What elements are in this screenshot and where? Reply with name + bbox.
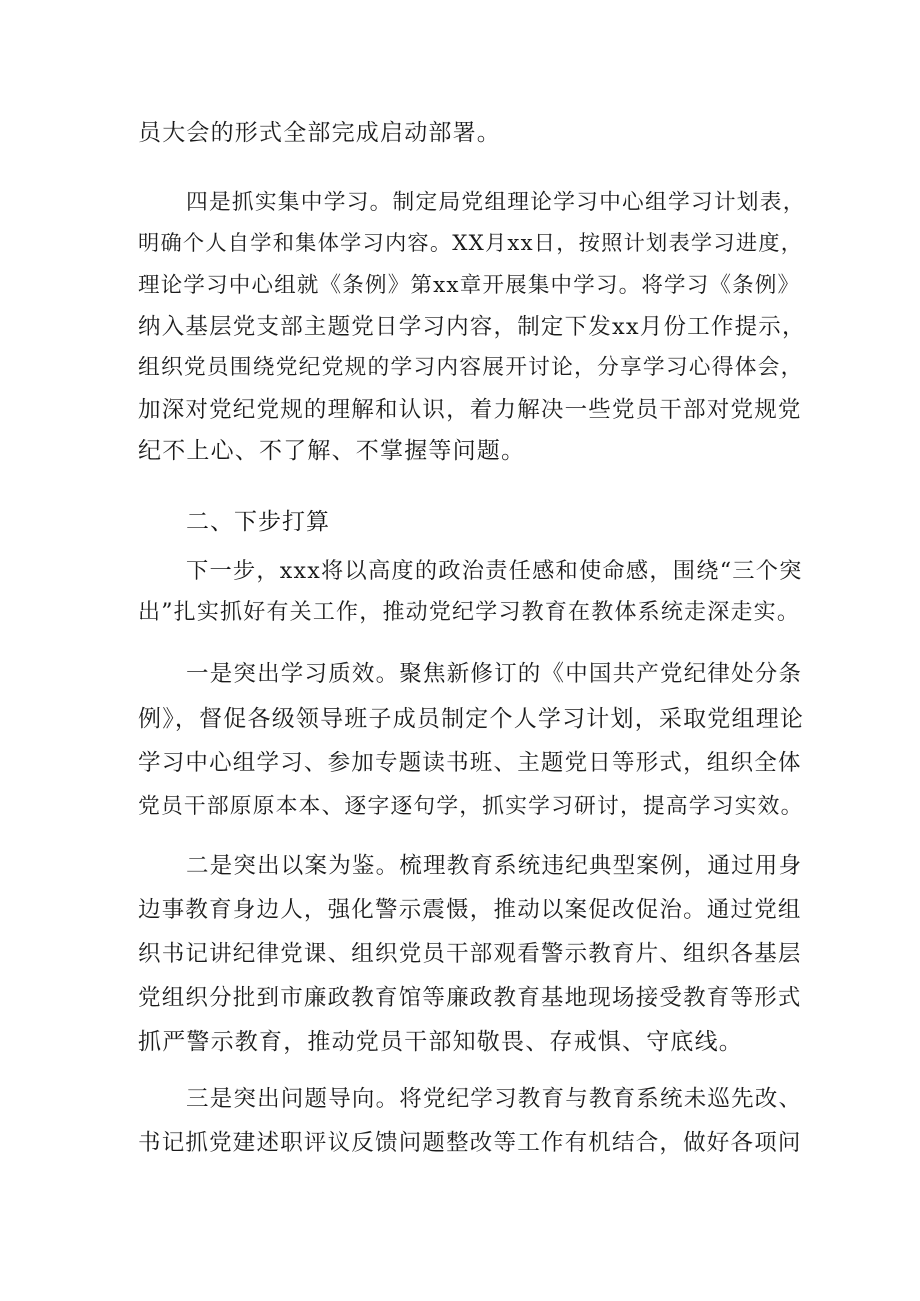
paragraph-line: 党员干部原原本本、逐字逐句学，抓实学习研讨，提高学习实效。 bbox=[138, 794, 804, 819]
paragraph-line: 出”扎实抓好有关工作，推动党纪学习教育在教体系统走深走实。 bbox=[138, 600, 801, 625]
paragraph-line: 员大会的形式全部完成启动部署。 bbox=[138, 120, 501, 146]
paragraph-line: 例》，督促各级领导班子成员制定个人学习计划，采取党组理论 bbox=[138, 706, 805, 732]
paragraph-line: 一是突出学习质效。聚焦新修订的《中国共产党纪律处分条 bbox=[186, 661, 803, 687]
paragraph-line: 三是突出问题导向。将党纪学习教育与教育系统未巡先改、 bbox=[186, 1086, 803, 1112]
paragraph-line: 边事教育身边人，强化警示震慑，推动以案促改促治。通过党组 bbox=[138, 897, 802, 923]
paragraph-line: 纪不上心、不了解、不掌握等问题。 bbox=[138, 438, 526, 464]
paragraph-line: 织书记讲纪律党课、组织党员干部观看警示教育片、组织各基层 bbox=[138, 941, 802, 967]
paragraph-line: 组织党员围绕党纪党规的学习内容展开讨论，分享学习心得体会， bbox=[138, 355, 804, 380]
paragraph-line: 党组织分批到市廉政教育馆等廉政教育基地现场接受教育等形式 bbox=[138, 985, 802, 1011]
paragraph-line: 四是抓实集中学习。制定局党组理论学习中心组学习计划表， bbox=[186, 190, 806, 215]
paragraph-line: 书记抓党建述职评议反馈问题整改等工作有机结合，做好各项问 bbox=[138, 1130, 802, 1156]
paragraph-line: 二是突出以案为鉴。梳理教育系统违纪典型案例，通过用身 bbox=[186, 853, 803, 879]
paragraph-line: 理论学习中心组就《条例》第xx章开展集中学习。将学习《条例》 bbox=[138, 273, 801, 298]
paragraph-line: 学习中心组学习、参加专题读书班、主题党日等形式，组织全体 bbox=[138, 750, 802, 776]
paragraph-line: 明确个人自学和集体学习内容。XX月xx日，按照计划表学习进度， bbox=[138, 231, 804, 256]
paragraph-line: 加深对党纪党规的理解和认识，着力解决一些党员干部对党规党 bbox=[138, 397, 802, 423]
paragraph-line: 抓严警示教育，推动党员干部知敬畏、存戒惧、守底线。 bbox=[138, 1029, 743, 1055]
section-heading: 二、下步打算 bbox=[186, 509, 330, 535]
paragraph-line: 下一步，xxx将以高度的政治责任感和使命感，围绕“三个突 bbox=[186, 558, 803, 584]
paragraph-line: 纳入基层党支部主题党日学习内容，制定下发xx月份工作提示， bbox=[138, 314, 806, 340]
